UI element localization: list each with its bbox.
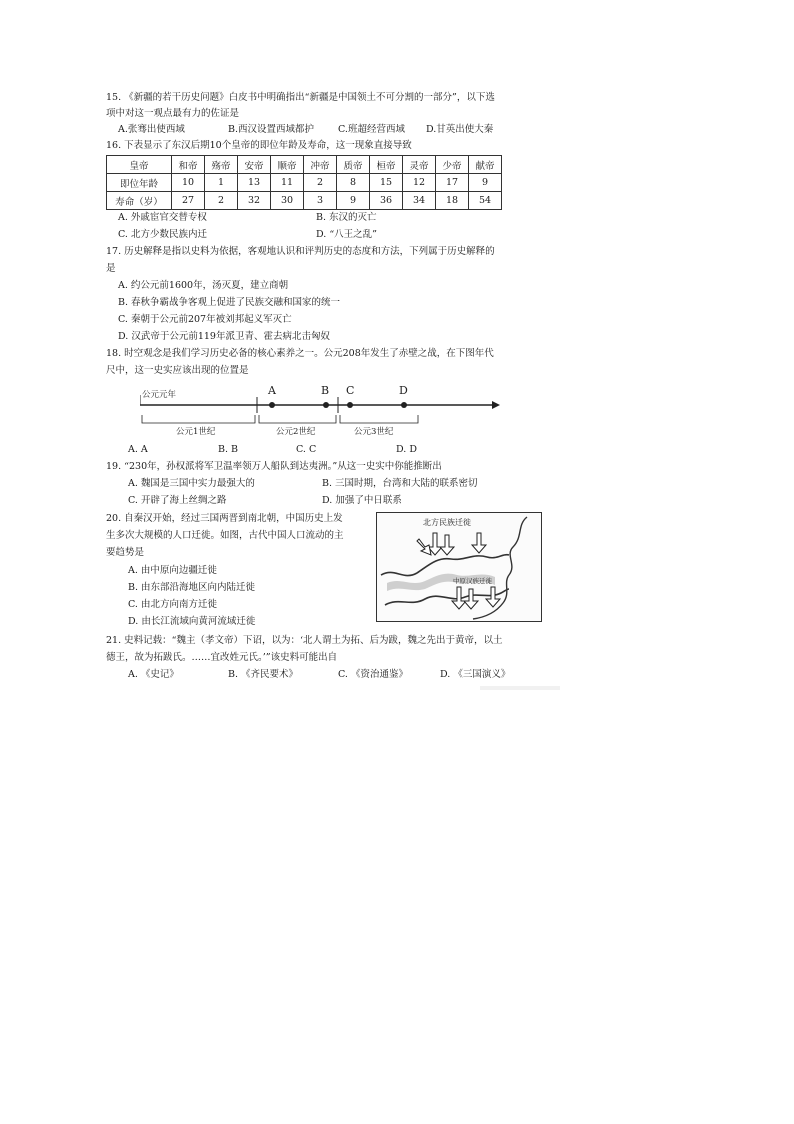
q20-option-d[interactable]: D. 由长江流域向黄河流域迁徙 (128, 616, 256, 627)
q16-option-a[interactable]: A. 外戚宦官交替专权 (118, 212, 207, 223)
q21-option-d[interactable]: D. 《三国演义》 (440, 669, 511, 680)
timeline-point-c[interactable] (347, 402, 353, 408)
table-header-cell: 献帝 (469, 156, 502, 174)
q15-option-d[interactable]: D.甘英出使大秦 (426, 124, 494, 135)
century-bracket (340, 415, 418, 423)
table-header-cell: 顺帝 (271, 156, 304, 174)
table-header-cell: 质帝 (337, 156, 370, 174)
timeline-point-label: B (321, 384, 330, 397)
q20-stem-line1: 20. 自秦汉开始，经过三国两晋到南北朝，中国历史上发 (106, 513, 343, 524)
table-cell: 13 (238, 174, 271, 192)
q16-option-c[interactable]: C. 北方少数民族内迁 (118, 229, 207, 240)
q18-option-b[interactable]: B. B (218, 444, 239, 455)
q15-stem-line2: 项中对这一观点最有力的佐证是 (106, 108, 240, 119)
table-header-cell: 安帝 (238, 156, 271, 174)
table-cell: 9 (469, 174, 502, 192)
q20-option-b[interactable]: B. 由东部沿海地区向内陆迁徙 (128, 582, 256, 593)
table-cell: 即位年龄 (107, 174, 172, 192)
timeline-point-b[interactable] (323, 402, 329, 408)
table-cell: 30 (271, 192, 304, 210)
q19-option-c[interactable]: C. 开辟了海上丝绸之路 (128, 495, 227, 506)
timeline-point-a[interactable] (269, 402, 275, 408)
table-header-cell: 少帝 (436, 156, 469, 174)
migration-map (376, 512, 542, 622)
table-cell: 寿命（岁） (107, 192, 172, 210)
north-migration-arrow (472, 533, 486, 553)
table-cell: 8 (337, 174, 370, 192)
timeline-ruler (140, 383, 500, 437)
table-cell: 2 (304, 174, 337, 192)
table-cell: 11 (271, 174, 304, 192)
q15-option-a[interactable]: A.张骞出使西域 (118, 124, 185, 135)
century-label: 公元1世纪 (176, 427, 216, 437)
q16-option-d[interactable]: D. “八王之乱” (316, 229, 378, 240)
q21-stem-line1: 21. 史料记载：“魏主（孝文帝）下诏，以为：‘北人谓土为拓、后为跋，魏之先出于黄帝，以土 (106, 635, 503, 646)
table-row (107, 156, 502, 174)
table-cell: 15 (370, 174, 403, 192)
q20-stem-line2: 生多次大规模的人口迁徙。如图，古代中国人口流动的主 (106, 530, 344, 541)
q15-stem-line1: 15. 《新疆的若干历史问题》白皮书中明确指出“新疆是中国领土不可分割的一部分”，以下选 (106, 92, 495, 103)
q17-stem-line2: 是 (106, 263, 116, 274)
table-cell: 12 (403, 174, 436, 192)
table-cell: 1 (205, 174, 238, 192)
q21-option-a[interactable]: A. 《史记》 (128, 669, 179, 680)
q17-option-a[interactable]: A. 约公元前1600年，汤灭夏，建立商朝 (118, 280, 289, 291)
q16-stem: 16. 下表显示了东汉后期10个皇帝的即位年龄及寿命，这一现象直接导致 (106, 140, 412, 151)
q19-option-a[interactable]: A. 魏国是三国中实力最强大的 (128, 478, 255, 489)
q15-option-c[interactable]: C.班超经营西域 (338, 124, 405, 135)
table-cell: 17 (436, 174, 469, 192)
q18-stem-line1: 18. 时空观念是我们学习历史必备的核心素养之一。公元208年发生了赤壁之战，在下图年代 (106, 348, 494, 359)
timeline-point-label: C (346, 384, 355, 397)
century-bracket (259, 415, 336, 423)
century-label: 公元2世纪 (276, 427, 316, 437)
q20-stem-line3: 要趋势是 (106, 547, 145, 558)
table-row (107, 192, 502, 210)
table-header-cell: 皇帝 (107, 156, 172, 174)
q18-option-a[interactable]: A. A (128, 444, 148, 455)
table-cell: 36 (370, 192, 403, 210)
table-cell: 3 (304, 192, 337, 210)
table-cell: 54 (469, 192, 502, 210)
q17-stem-line1: 17. 历史解释是指以史料为依据，客观地认识和评判历史的态度和方法，下列属于历史解释的 (106, 246, 495, 257)
scan-smudge (480, 686, 560, 690)
map-label-central: 中原汉族迁徙 (453, 577, 492, 585)
q18-option-d[interactable]: D. D (396, 444, 417, 455)
north-migration-arrow (417, 539, 431, 555)
table-cell: 32 (238, 192, 271, 210)
coastline (473, 517, 527, 619)
q17-option-b[interactable]: B. 春秋争霸战争客观上促进了民族交融和国家的统一 (118, 297, 341, 308)
yellow-river (381, 555, 509, 576)
q18-option-c[interactable]: C. C (296, 444, 317, 455)
table-header-cell: 和帝 (172, 156, 205, 174)
south-migration-arrow (464, 589, 478, 609)
table-header-cell: 殇帝 (205, 156, 238, 174)
timeline-point-label: A (268, 384, 276, 397)
table-cell: 10 (172, 174, 205, 192)
q20-option-c[interactable]: C. 由北方向南方迁徙 (128, 599, 217, 610)
table-cell: 9 (337, 192, 370, 210)
q15-option-b[interactable]: B.西汉设置西域都护 (228, 124, 315, 135)
table-cell: 34 (403, 192, 436, 210)
q19-option-d[interactable]: D. 加强了中日联系 (322, 495, 402, 506)
timeline-point-label: D (399, 384, 408, 397)
migration-map-graphic (377, 513, 541, 621)
table-cell: 2 (205, 192, 238, 210)
table-header-cell: 灵帝 (403, 156, 436, 174)
map-label-north: 北方民族迁徙 (423, 518, 471, 527)
century-bracket (142, 415, 255, 423)
q19-stem: 19. “230年，孙权派将军卫温率领万人船队到达夷洲。”从这一史实中你能推断出 (106, 461, 442, 472)
table-header-cell: 桓帝 (370, 156, 403, 174)
q17-option-d[interactable]: D. 汉武帝于公元前119年派卫青、霍去病北击匈奴 (118, 331, 330, 342)
timeline-start-label: 公元元年 (142, 390, 177, 400)
q20-option-a[interactable]: A. 由中原向边疆迁徙 (128, 565, 217, 576)
table-row (107, 174, 502, 192)
timeline-point-d[interactable] (401, 402, 407, 408)
q18-stem-line2: 尺中，这一史实应该出现的位置是 (106, 365, 249, 376)
table-header-cell: 冲帝 (304, 156, 337, 174)
century-label: 公元3世纪 (354, 427, 394, 437)
table-cell: 18 (436, 192, 469, 210)
emperor-table (106, 155, 502, 210)
q21-option-b[interactable]: B. 《齐民要术》 (228, 669, 299, 680)
q16-option-b[interactable]: B. 东汉的灭亡 (316, 212, 377, 223)
timeline-arrowhead (492, 401, 500, 409)
q19-option-b[interactable]: B. 三国时期，台湾和大陆的联系密切 (322, 478, 478, 489)
q21-stem-line2: 德王，故为拓跋氏。……宜改姓元氏。’”该史料可能出自 (106, 652, 338, 663)
south-migration-arrow (486, 587, 500, 607)
q21-option-c[interactable]: C. 《资治通鉴》 (338, 669, 408, 680)
q17-option-c[interactable]: C. 秦朝于公元前207年被刘邦起义军灭亡 (118, 314, 292, 325)
north-migration-arrow (440, 535, 454, 555)
table-cell: 27 (172, 192, 205, 210)
